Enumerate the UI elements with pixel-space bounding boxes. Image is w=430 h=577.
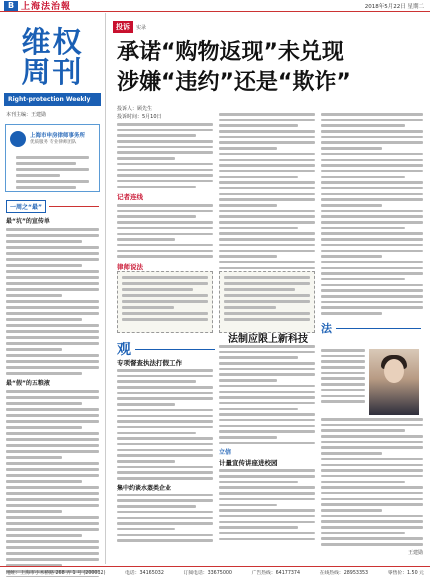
law-char: 法 <box>321 322 332 335</box>
section-title-line2: 周刊 <box>21 55 84 89</box>
law-column-title: 法制应限上新科技 <box>228 334 308 345</box>
page-header <box>0 0 430 12</box>
law-col-text-b <box>321 418 423 556</box>
news-text <box>219 345 315 444</box>
article-col-3 <box>321 113 423 318</box>
section-letter-badge: B <box>4 1 18 11</box>
item-body-1 <box>6 228 99 375</box>
divider <box>135 349 215 350</box>
issue-date: 2018年5月22日 星期二 <box>364 3 424 10</box>
footer-phone: 电话：34165032 <box>125 570 164 576</box>
section-title-line1: 维权 <box>21 25 84 59</box>
weekly-best-tag: 一周之“最” <box>6 200 46 213</box>
ad-title: 上海市申房律师事务所 <box>30 133 86 139</box>
kicker-label: 投诉 <box>113 21 133 33</box>
main-content <box>107 13 430 564</box>
item-heading-2: 最“假”的五粮液 <box>6 380 50 387</box>
editor-credit: 本刊主编：王建勋 <box>6 112 47 118</box>
news-text-3 <box>219 469 315 540</box>
ad-subtitle: 优质服务 专业律师团队 <box>30 140 77 145</box>
quote-text <box>224 276 310 321</box>
observation-char: 观 <box>117 342 131 358</box>
lawyer-quote-box-2 <box>219 271 315 333</box>
author-photo <box>369 349 419 415</box>
section-subtitle: Right-protection Weekly <box>4 93 101 106</box>
page-footer <box>0 566 430 577</box>
law-col-text-a <box>321 349 365 406</box>
weekly-best-label <box>6 200 99 213</box>
footer-subscription: 订阅电话：33675000 <box>183 570 232 576</box>
lawyer-quote-box-1 <box>117 271 213 333</box>
footer-price: 零售价：1.50 元 <box>387 570 424 576</box>
article-col-1 <box>117 123 213 274</box>
news-title-3: 计量宣传讲座进校园 <box>219 459 278 468</box>
article-text <box>219 113 315 269</box>
news-col-1 <box>117 358 213 545</box>
ad-body <box>16 156 89 192</box>
kicker-sub: 实录 <box>136 24 147 31</box>
law-author: 王建勋 <box>407 549 423 556</box>
item-body-2 <box>6 390 99 577</box>
news-text-2 <box>117 494 213 542</box>
news-col-2 <box>219 345 315 543</box>
complaint-byline <box>117 105 162 121</box>
complaint-time: 投诉时间：5月10日 <box>117 114 162 120</box>
reporter-contact-text <box>117 204 213 258</box>
reporter-contact-heading: 记者连线 <box>117 193 143 202</box>
law-firm-logo-icon <box>10 131 26 147</box>
headline-line2: 涉嫌“违约”还是“欺诈” <box>117 70 351 95</box>
article-text <box>321 113 423 315</box>
divider <box>336 328 421 329</box>
footer-online-hotline: 在线热线：28953353 <box>319 570 369 576</box>
divider <box>49 206 99 207</box>
article-col-2 <box>219 113 315 272</box>
headline-line1: 承诺“购物返现”未兑现 <box>117 40 344 65</box>
news-title-2: 集中约谈水蒸类企业 <box>117 484 172 492</box>
left-column <box>0 13 106 564</box>
headline <box>117 38 422 98</box>
complainant: 投诉人：顾先生 <box>117 106 153 112</box>
newspaper-name: 上海法治報 <box>21 2 72 12</box>
quote-text <box>122 276 208 321</box>
law-header <box>321 320 421 336</box>
news-heading-3: 立信 <box>219 449 232 457</box>
law-text <box>321 418 423 546</box>
news-text-1 <box>117 369 213 480</box>
item-heading-1: 最“坑”的宣传单 <box>6 218 50 225</box>
law-text <box>321 349 365 403</box>
footer-ad-hotline: 广告热线：64177374 <box>251 570 301 576</box>
news-title-1: 专项督查执法打假工作 <box>117 359 182 367</box>
lawyer-heading: 律师说法 <box>117 262 143 271</box>
observation-header <box>117 339 215 359</box>
article-text <box>117 123 213 188</box>
footer-address: 地址：上海市小木桥路 268 弄 1 号 (200032) <box>6 570 106 576</box>
complaint-kicker <box>113 21 146 33</box>
section-title <box>0 27 105 87</box>
author-photo-face <box>384 359 404 383</box>
law-firm-ad <box>5 124 100 192</box>
